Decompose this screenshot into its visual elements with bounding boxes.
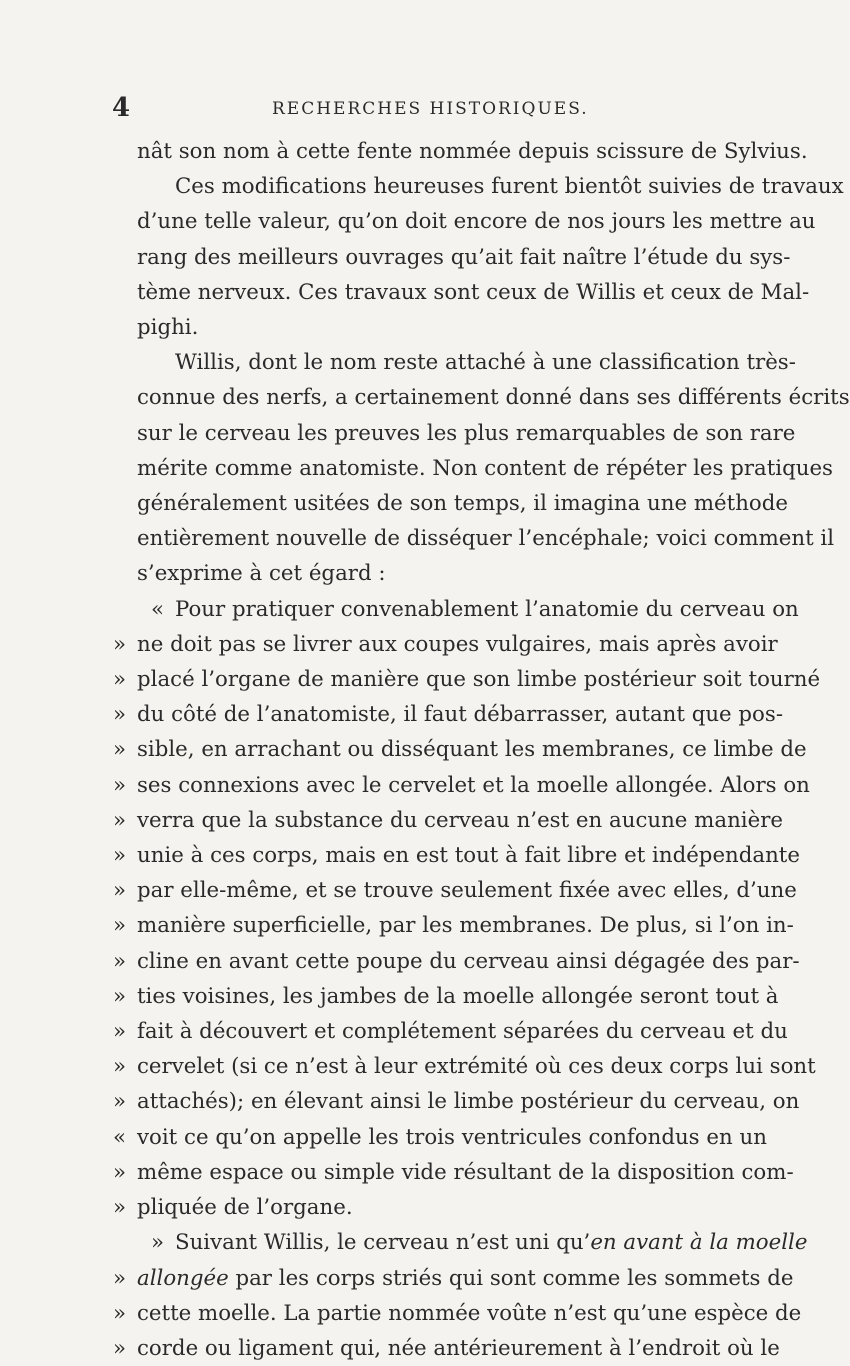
quote-mark: » (113, 772, 127, 798)
line-text: Pour pratiquer convenablement l’anatomie du cerveau on (175, 596, 799, 622)
quote-mark: » (113, 948, 127, 974)
text-line (137, 169, 844, 204)
text-line (113, 873, 797, 908)
line-text: entièrement nouvelle de disséquer l’encéphale; voici comment il (137, 526, 835, 552)
italic-text: en avant à la moelle (590, 1230, 808, 1256)
text-line (137, 275, 810, 310)
line-text: ses connexions avec le cervelet et la moelle allongée. Alors on (137, 772, 810, 798)
quote-mark: » (113, 737, 127, 763)
text-line (113, 768, 810, 803)
line-text: nât son nom à cette fente nommée depuis scissure de Sylvius. (137, 139, 808, 164)
line-text-after: par les corps striés qui sont comme les sommets de (228, 1265, 794, 1291)
text-line (137, 556, 767, 591)
line-text: s’exprime à cet égard : (137, 561, 386, 587)
text-line (113, 1155, 794, 1190)
quote-mark: » (113, 631, 127, 657)
line-text: verra que la substance du cerveau n’est en aucune manière (137, 807, 783, 833)
quote-mark: « (151, 596, 165, 622)
text-line (137, 1225, 808, 1260)
line-text: tème nerveux. Ces travaux sont ceux de Willis et ceux de Mal- (137, 279, 810, 305)
quote-mark: » (113, 843, 127, 869)
page-header (112, 93, 722, 121)
quote-mark: » (113, 807, 127, 833)
text-line (113, 1261, 794, 1296)
text-line (137, 345, 796, 380)
line-text: placé l’organe de manière que son limbe postérieur soit tourné (137, 667, 821, 693)
text-line (137, 310, 767, 345)
line-text: sible, en arrachant ou disséquant les membranes, ce limbe de (137, 737, 807, 763)
line-text: attachés); en élevant ainsi le limbe postérieur du cerveau, on (137, 1089, 800, 1115)
line-text: cette moelle. La partie nommée voûte n’est qu’une espèce de (137, 1300, 802, 1326)
quote-mark: » (113, 667, 127, 693)
text-line (113, 908, 794, 943)
quote-mark: » (113, 1265, 127, 1291)
text-line (113, 627, 778, 662)
text-line (113, 1296, 802, 1331)
text-line (113, 697, 784, 732)
quote-mark: » (113, 913, 127, 939)
page-number: 4 (112, 93, 131, 123)
line-text: corde ou ligament qui, née antérieurement à l’endroit où le (137, 1335, 780, 1361)
quote-mark: » (113, 1054, 127, 1080)
line-text: cervelet (si ce n’est à leur extrémité où ces deux corps lui sont (137, 1054, 816, 1080)
text-line (137, 134, 808, 169)
text-line (137, 380, 850, 415)
text-line (113, 1084, 800, 1119)
line-text: connue des nerfs, a certainement donné dans ses différents écrits (137, 385, 850, 411)
line-text: d’une telle valeur, qu’on doit encore de nos jours les mettre au (137, 209, 816, 235)
text-line (113, 1049, 816, 1084)
line-text: fait à découvert et complétement séparées du cerveau et du (137, 1019, 788, 1045)
line-text: manière superficielle, par les membranes. De plus, si l’on in- (137, 913, 794, 939)
line-text: rang des meilleurs ouvrages qu’ait fait naître l’étude du sys- (137, 244, 791, 270)
line-text: sur le cerveau les preuves les plus remarquables de son rare (137, 420, 796, 446)
line-text: Suivant Willis, le cerveau n’est uni qu’ (175, 1230, 591, 1256)
text-line (113, 979, 779, 1014)
line-text: ne doit pas se livrer aux coupes vulgaires, mais après avoir (137, 631, 778, 657)
quote-mark: » (113, 1335, 127, 1361)
line-text: cline en avant cette poupe du cerveau ainsi dégagée des par- (137, 948, 800, 974)
text-line (137, 521, 835, 556)
text-line (113, 803, 783, 838)
text-line (137, 592, 799, 627)
quote-mark: « (113, 1124, 127, 1150)
text-line (137, 451, 833, 486)
text-line (137, 416, 796, 451)
text-line (113, 662, 821, 697)
text-line (113, 1331, 780, 1366)
text-line (113, 944, 800, 979)
line-text: du côté de l’anatomiste, il faut débarrasser, autant que pos- (137, 702, 784, 728)
quote-mark: » (113, 702, 127, 728)
line-text: Ces modifications heureuses furent bientôt suivies de travaux (175, 174, 844, 200)
quote-mark: » (113, 983, 127, 1009)
quote-mark: » (113, 1195, 127, 1221)
quote-mark: » (113, 1089, 127, 1115)
body-text (113, 134, 850, 1366)
quote-mark: » (113, 878, 127, 904)
line-text: pighi. (137, 315, 199, 341)
text-line (137, 486, 788, 521)
line-text: généralement usitées de son temps, il imagina une méthode (137, 491, 788, 517)
line-text: mérite comme anatomiste. Non content de répéter les pratiques (137, 455, 833, 481)
quote-mark: » (151, 1230, 165, 1256)
line-text: pliquée de l’organe. (137, 1195, 353, 1221)
line-text: voit ce qu’on appelle les trois ventricules confondus en un (137, 1124, 767, 1150)
line-text: par elle-même, et se trouve seulement fixée avec elles, d’une (137, 878, 797, 904)
line-text: même espace ou simple vide résultant de la disposition com- (137, 1159, 794, 1185)
text-line (113, 1190, 767, 1225)
running-title: RECHERCHES HISTORIQUES. (272, 99, 589, 119)
italic-text: allongée (137, 1265, 229, 1291)
quote-mark: » (113, 1300, 127, 1326)
line-text: Willis, dont le nom reste attaché à une classification très- (175, 350, 796, 376)
text-line (113, 732, 807, 767)
text-line (113, 838, 800, 873)
text-line (137, 240, 791, 275)
quote-mark: » (113, 1159, 127, 1185)
line-text: ties voisines, les jambes de la moelle allongée seront tout à (137, 983, 779, 1009)
quote-mark: » (113, 1019, 127, 1045)
line-text: unie à ces corps, mais en est tout à fait libre et indépendante (137, 843, 800, 869)
text-line (137, 204, 816, 239)
text-line (113, 1014, 788, 1049)
text-line (113, 1120, 767, 1155)
